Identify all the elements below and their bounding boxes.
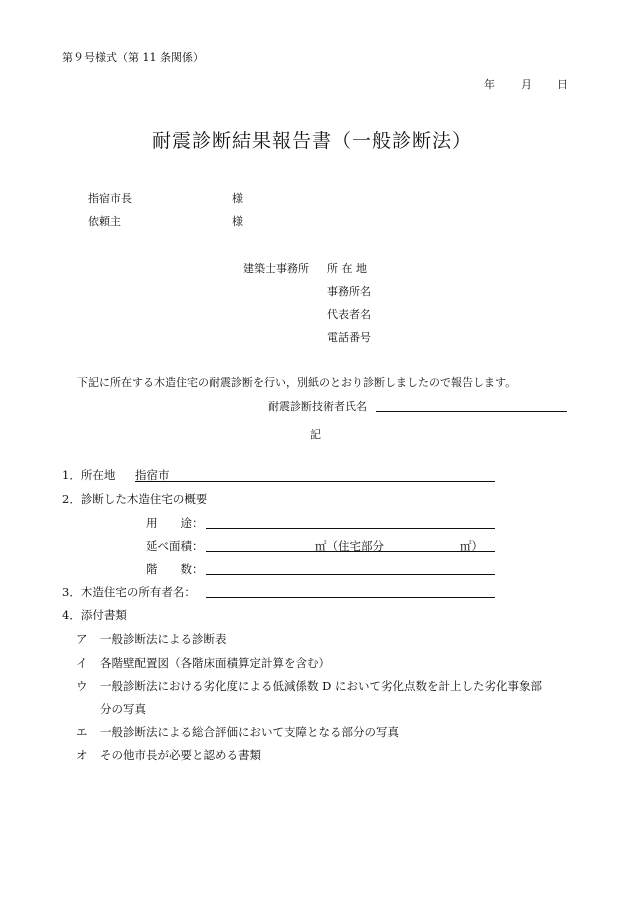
office-field-phone: 電話番号: [327, 331, 371, 344]
attachment-mark-u: ウ: [76, 679, 88, 693]
floor-area-label: 延べ面積：: [146, 539, 204, 553]
addressee-mayor-suffix: 様: [232, 192, 243, 205]
owner-line: [206, 597, 495, 598]
section3-label: 3．木造住宅の所有者名：: [62, 585, 196, 599]
attachment-mark-i: イ: [76, 656, 88, 670]
form-number: 第９号様式（第 11 条関係）: [62, 51, 204, 64]
attachment-text-u: 一般診断法における劣化度による低減係数 D において劣化点数を計上した劣化事象部: [100, 679, 543, 693]
addressee-mayor: 指宿市長: [88, 192, 132, 205]
section1-line: [135, 481, 495, 482]
office-field-name: 事務所名: [327, 285, 371, 298]
floors-line: [206, 574, 495, 575]
section4-label: 4．添付書類: [62, 608, 127, 622]
floor-area-unit: ㎡（住宅部分: [315, 539, 384, 553]
attachment-text-e: 一般診断法による総合評価において支障となる部分の写真: [100, 725, 399, 739]
attachment-text-u-cont: 分の写真: [100, 702, 146, 716]
floor-area-unit-end: ㎡）: [460, 539, 483, 553]
section1-label: 1．所在地: [62, 468, 116, 482]
attachment-text-o: その他市長が必要と認める書類: [100, 748, 261, 762]
section2-label: 2．診断した木造住宅の概要: [62, 492, 208, 506]
inspector-label: 耐震診断技術者氏名: [268, 400, 367, 413]
attachment-text-i: 各階壁配置図（各階床面積算定計算を含む）: [100, 656, 330, 670]
office-field-representative: 代表者名: [327, 308, 371, 321]
office-heading: 建築士事務所: [243, 262, 309, 275]
addressee-client: 依頼主: [88, 215, 121, 228]
page-title: 耐震診断結果報告書（一般診断法）: [152, 130, 473, 152]
date-day: 日: [557, 78, 568, 91]
section1-value: 指宿市: [135, 468, 170, 482]
statement: 下記に所在する木造住宅の耐震診断を行い，別紙のとおり診断しましたので報告します。: [77, 376, 517, 389]
date-month: 月: [521, 78, 532, 91]
use-line: [206, 528, 495, 529]
office-field-address: 所 在 地: [327, 262, 367, 275]
date-year: 年: [484, 78, 495, 91]
ki-mark: 記: [310, 428, 321, 441]
attachment-mark-e: エ: [76, 725, 88, 739]
attachment-mark-a: ア: [76, 632, 88, 646]
attachment-text-a: 一般診断法による診断表: [100, 632, 227, 646]
use-label: 用 途：: [146, 516, 204, 530]
floors-label: 階 数：: [146, 562, 204, 576]
floor-area-line: [206, 551, 495, 552]
inspector-name-line: [376, 411, 567, 412]
attachment-mark-o: オ: [76, 748, 88, 762]
addressee-client-suffix: 様: [232, 215, 243, 228]
